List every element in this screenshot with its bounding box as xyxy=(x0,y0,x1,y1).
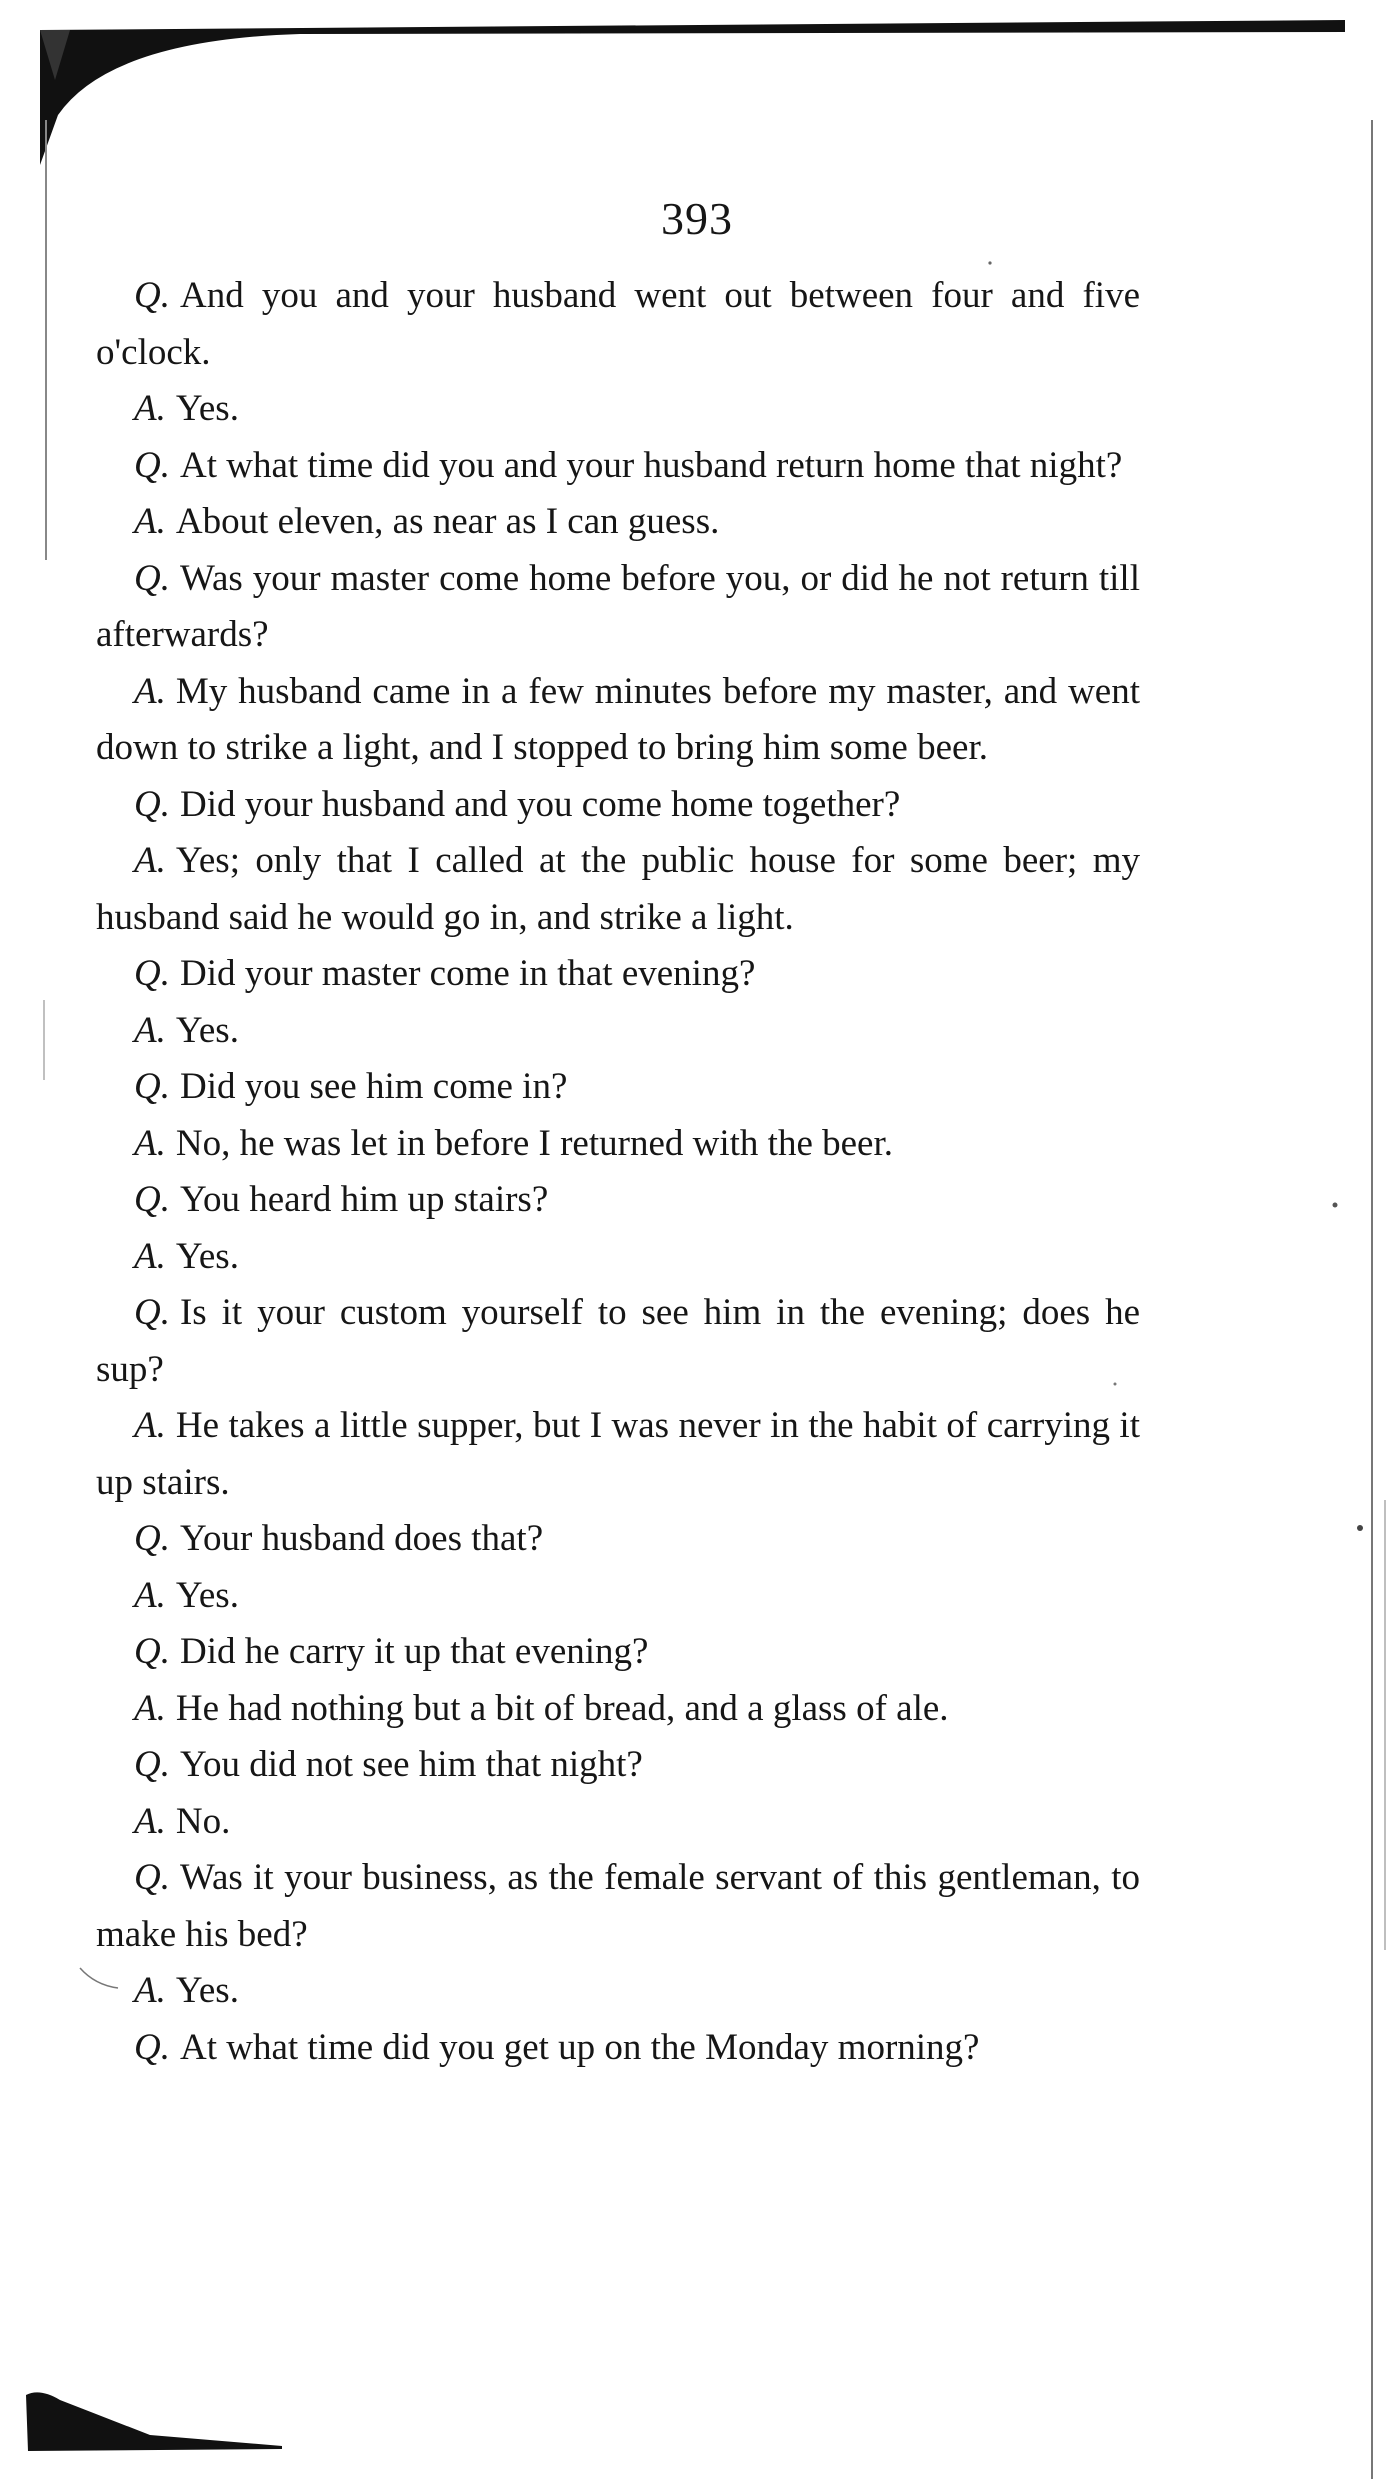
paragraph-text: Is it your custom yourself to see him in the evening; does he sup? xyxy=(96,1292,1140,1390)
answer-paragraph xyxy=(96,664,1140,777)
paragraph-text: He had nothing but a bit of bread, and a glass of ale. xyxy=(175,1687,949,1729)
paragraph-text: At what time did you and your husband return home that night? xyxy=(179,444,1123,486)
answer-paragraph xyxy=(96,1003,1140,1060)
paragraph-text: He takes a little supper, but I was never in the habit of carrying it up stairs. xyxy=(96,1405,1140,1503)
speaker-label: A. xyxy=(134,1235,166,1277)
question-paragraph xyxy=(96,2020,1140,2077)
speaker-label: A. xyxy=(134,1122,166,1164)
speaker-label: A. xyxy=(134,1687,166,1729)
answer-paragraph xyxy=(96,494,1140,551)
question-paragraph xyxy=(96,1511,1140,1568)
speaker-label: Q. xyxy=(134,1292,170,1333)
question-paragraph xyxy=(96,1737,1140,1794)
speaker-label: A. xyxy=(134,670,166,712)
paragraph-text: No. xyxy=(175,1800,231,1842)
paragraph-text: Yes; only that I called at the public house for some beer; my husband said he would go in, and strike a light. xyxy=(96,840,1140,938)
speaker-label: A. xyxy=(134,840,166,881)
answer-paragraph xyxy=(96,1963,1140,2020)
answer-paragraph xyxy=(96,833,1140,946)
page-number: 393 xyxy=(661,193,733,244)
speaker-label: Q. xyxy=(134,1066,170,1107)
question-paragraph xyxy=(96,1172,1140,1229)
question-paragraph xyxy=(96,1059,1140,1116)
paragraph-text: Yes. xyxy=(175,1970,239,2011)
paragraph-text: My husband came in a few minutes before my master, and went down to strike a light, and I stopped to bring him some beer. xyxy=(96,670,1140,768)
question-paragraph xyxy=(96,551,1140,664)
testimony-text xyxy=(96,268,1140,2076)
speaker-label: A. xyxy=(134,1970,166,2011)
paragraph-text: Yes. xyxy=(175,1574,239,1616)
speaker-label: A. xyxy=(134,501,166,542)
paragraph-text: And you and your husband went out between four and five o'clock. xyxy=(96,275,1140,373)
answer-paragraph xyxy=(96,1229,1140,1286)
speaker-label: A. xyxy=(134,1009,166,1051)
bottom-edge-shadow xyxy=(26,2392,282,2451)
answer-paragraph xyxy=(96,1568,1140,1625)
paragraph-text: You did not see him that night? xyxy=(179,1744,643,1785)
speaker-label: Q. xyxy=(134,1744,170,1785)
speaker-label: A. xyxy=(134,1405,166,1446)
paragraph-text: You heard him up stairs? xyxy=(179,1179,549,1220)
question-paragraph xyxy=(96,1624,1140,1681)
speaker-label: Q. xyxy=(134,953,170,994)
answer-paragraph xyxy=(96,381,1140,438)
answer-paragraph xyxy=(96,1116,1140,1173)
speaker-label: Q. xyxy=(134,557,170,599)
paragraph-text: Did he carry it up that evening? xyxy=(179,1631,649,1672)
speaker-label: Q. xyxy=(134,1857,170,1898)
paragraph-text: Was your master come home before you, or did he not return till afterwards? xyxy=(96,557,1140,655)
paragraph-text: Yes. xyxy=(175,1235,239,1277)
paragraph-text: Did you see him come in? xyxy=(179,1066,568,1107)
speaker-label: Q. xyxy=(134,783,170,825)
paragraph-text: Did your master come in that evening? xyxy=(179,953,756,994)
paragraph-text: Yes. xyxy=(175,388,239,429)
speaker-label: Q. xyxy=(134,2026,170,2068)
answer-paragraph xyxy=(96,1681,1140,1738)
answer-paragraph xyxy=(96,1794,1140,1851)
top-edge-shadow xyxy=(40,20,1345,165)
speaker-label: A. xyxy=(134,388,166,429)
paragraph-text: Was it your business, as the female servant of this gentleman, to make his bed? xyxy=(96,1857,1140,1955)
question-paragraph xyxy=(96,268,1140,381)
speaker-label: Q. xyxy=(134,1631,170,1672)
speaker-label: A. xyxy=(134,1800,166,1842)
speaker-label: Q. xyxy=(134,444,170,486)
answer-paragraph xyxy=(96,1398,1140,1511)
question-paragraph xyxy=(96,438,1140,495)
paragraph-text: Yes. xyxy=(175,1009,239,1051)
speaker-label: A. xyxy=(134,1574,166,1616)
speaker-label: Q. xyxy=(134,1179,170,1220)
paragraph-text: No, he was let in before I returned with the beer. xyxy=(175,1122,893,1164)
paragraph-text: At what time did you get up on the Monday morning? xyxy=(179,2026,980,2068)
paragraph-text: Your husband does that? xyxy=(179,1518,544,1559)
question-paragraph xyxy=(96,946,1140,1003)
question-paragraph xyxy=(96,777,1140,834)
speaker-label: Q. xyxy=(134,1518,170,1559)
paragraph-text: About eleven, as near as I can guess. xyxy=(175,501,720,542)
paragraph-text: Did your husband and you come home together? xyxy=(179,783,901,825)
question-paragraph xyxy=(96,1850,1140,1963)
question-paragraph xyxy=(96,1285,1140,1398)
speaker-label: Q. xyxy=(134,275,170,316)
